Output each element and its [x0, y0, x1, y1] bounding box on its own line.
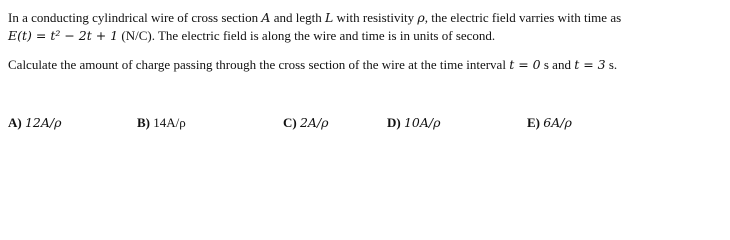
option-label: D): [387, 115, 401, 130]
question-text: Calculate the amount of charge passing through the cross section of the wire at the time interval: [8, 57, 510, 72]
answer-option-a[interactable]: [8, 115, 61, 131]
answer-option-b[interactable]: [137, 115, 186, 131]
option-value: 6A/ρ: [543, 115, 572, 130]
question-line-3: [8, 57, 617, 73]
option-label: B): [137, 115, 150, 130]
question-line-1: [8, 10, 621, 26]
question-text: and legth: [270, 10, 325, 25]
question-text: (N/C). The electric field is along the wire and time is in units of second.: [118, 28, 496, 43]
option-value: 2A/ρ: [299, 115, 329, 130]
field-equation: E(t) = t² − 2t + 1: [8, 28, 119, 43]
option-label: A): [8, 115, 22, 130]
question-text: s and: [540, 57, 575, 72]
time-end-expression: t = 3: [574, 57, 606, 72]
option-label: C): [283, 115, 297, 130]
answer-option-c[interactable]: [283, 115, 329, 131]
answer-option-d[interactable]: [387, 115, 440, 131]
symbol-resistivity: ρ: [417, 10, 425, 25]
option-value: 12A/ρ: [24, 115, 62, 130]
symbol-length: L: [324, 10, 334, 25]
option-label: E): [527, 115, 540, 130]
question-line-2: [8, 28, 495, 44]
question-text: , the electric field varries with time as: [424, 10, 622, 25]
answer-option-e[interactable]: [527, 115, 572, 131]
symbol-cross-section: A: [261, 10, 271, 25]
question-text: s.: [605, 57, 618, 72]
option-value: 14A/ρ: [153, 115, 186, 130]
question-text: with resistivity: [333, 10, 418, 25]
question-text: In a conducting cylindrical wire of cross section: [8, 10, 262, 25]
option-value: 10A/ρ: [403, 115, 441, 130]
time-start-expression: t = 0: [509, 57, 541, 72]
